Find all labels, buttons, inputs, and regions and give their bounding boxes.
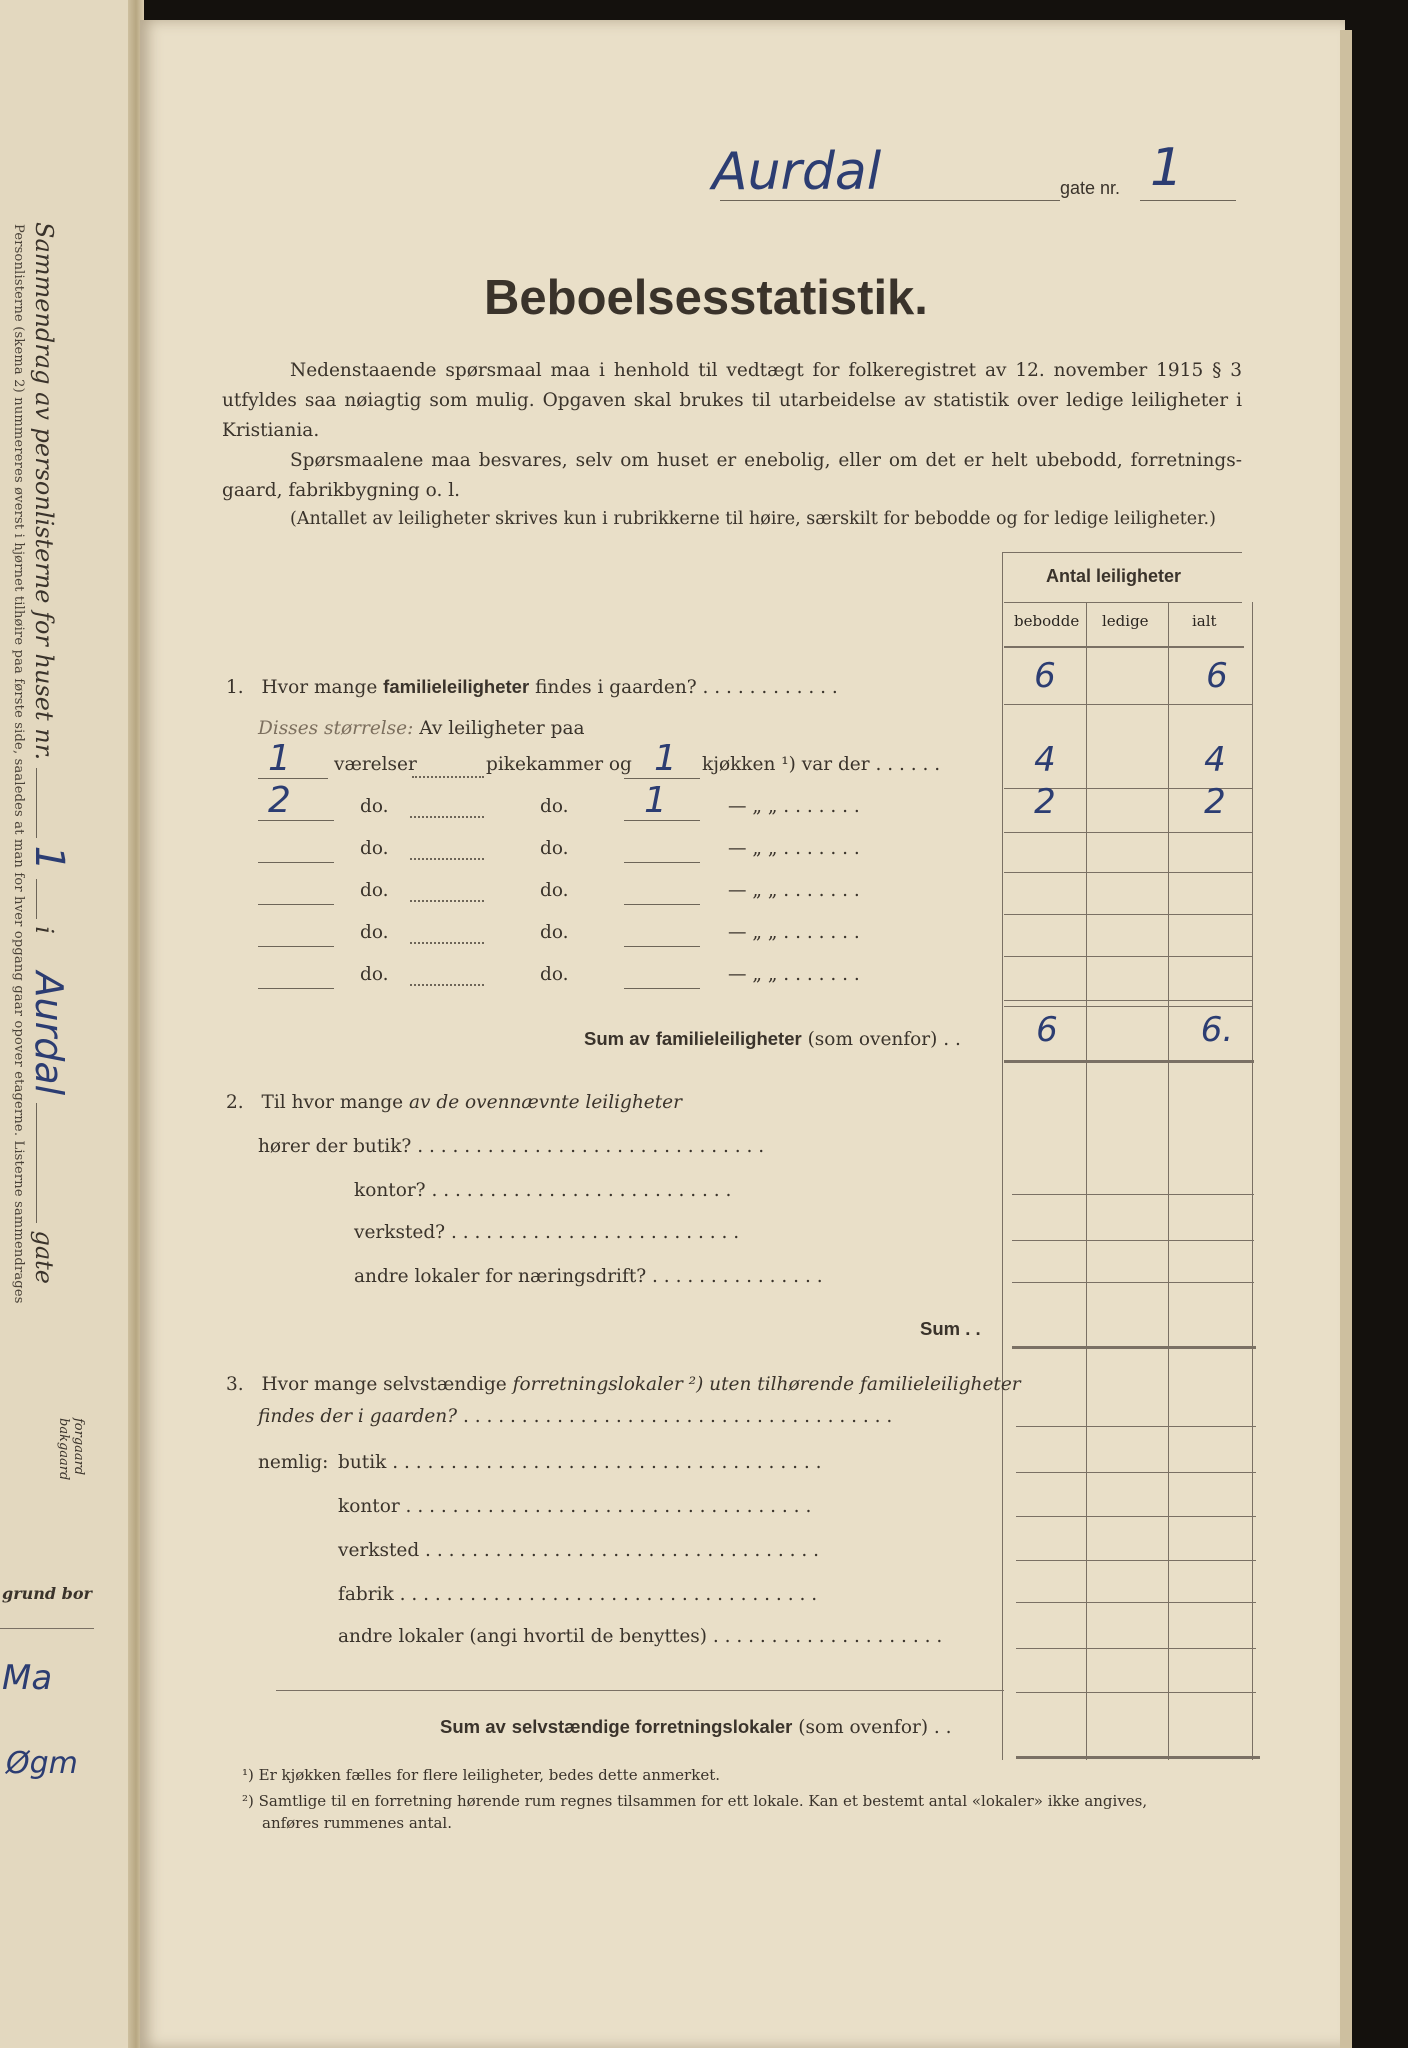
- q1-ialt: 6: [1206, 656, 1228, 696]
- q2-text-italic: av de ovennævnte leiligheter: [409, 1092, 682, 1113]
- size-row-rooms-line: [258, 946, 334, 947]
- gate-label: gate nr.: [1060, 178, 1121, 198]
- sidebar-gate-options: [56, 1418, 86, 1480]
- size-row-bebodde: 4: [1034, 740, 1056, 780]
- size-row-dots-1: [410, 900, 484, 902]
- footnote-3: anføres rummenes antal.: [262, 1814, 452, 1832]
- q3-line-1: [1016, 1426, 1256, 1427]
- q3-line1-italic: forretningslokaler ²) uten tilhørende familieleiligheter: [512, 1374, 1021, 1395]
- sidebar-gate: gate: [30, 1230, 58, 1284]
- q3-line-7: [1016, 1692, 1256, 1693]
- intro-paragraph-1: [222, 356, 1242, 446]
- q3-nemlig: nemlig:: [258, 1452, 329, 1473]
- table-top-line: [1002, 552, 1242, 553]
- size-row-rooms: 2: [268, 780, 291, 821]
- q3-line-1-text: [226, 1374, 1021, 1395]
- size-row-c3: — „ „ . . . . . . .: [728, 838, 860, 859]
- q1-num: 1.: [226, 677, 244, 698]
- q3-sum-line-text: [440, 1716, 952, 1738]
- sidebar-summary-label: [26, 222, 72, 1284]
- row-line-r6: [1004, 1000, 1252, 1001]
- page-title: Beboelsesstatistik.: [484, 271, 928, 325]
- size-row-bebodde: 2: [1034, 782, 1056, 822]
- sidebar-signature-1: Ma: [2, 1658, 53, 1698]
- size-row-c2: do.: [540, 838, 569, 859]
- intro-paragraph-2: [222, 446, 1242, 506]
- row-line-r5: [1004, 956, 1252, 957]
- q3-sum-line: [1016, 1756, 1260, 1759]
- sidebar-grund-line: [0, 1628, 94, 1629]
- q1-line: [226, 676, 838, 698]
- size-row-kitchen: 1: [654, 738, 677, 779]
- sum1-pre: Sum av: [584, 1028, 650, 1049]
- sidebar-instruction-text: Personlisterne (skema 2) nummereres øverst i hjørnet tilhøire paa første side, saaledes at man for hver opgang gaar opover etagerne. Listerne sammendrages: [11, 224, 26, 1304]
- intro-paragraph-3: [290, 504, 1216, 534]
- q3-sum-post: (som ovenfor) . .: [798, 1717, 952, 1738]
- size-row-rooms-line: [258, 862, 334, 863]
- size-row-c3: kjøkken ¹) var der . . . . . .: [702, 754, 941, 775]
- table-vline-4: [1252, 602, 1253, 1760]
- sum1-bottom-line: [1004, 1060, 1254, 1063]
- size-row-c1: do.: [360, 880, 389, 901]
- size-row-rooms: 1: [268, 738, 291, 779]
- q3-item-verksted: verksted . . . . . . . . . . . . . . . . . . . . . . . . . . . . . . . . . .: [338, 1540, 820, 1561]
- size-row-c2: do.: [540, 796, 569, 817]
- size-row-c1: do.: [360, 922, 389, 943]
- sum1-top-line: [1004, 1006, 1252, 1007]
- size-row-c3: — „ „ . . . . . . .: [728, 964, 860, 985]
- q3-item-fabrik: fabrik . . . . . . . . . . . . . . . . . . . . . . . . . . . . . . . . . . . .: [338, 1584, 818, 1605]
- size-row-ialt: 2: [1204, 782, 1226, 822]
- intro-text-2: Spørsmaalene maa besvares, selv om huset er enebolig, eller om det er helt ubebodd, forretnings-gaard, fabrikbygning o. l.: [222, 450, 1242, 501]
- sidebar-street: Aurdal: [27, 971, 71, 1096]
- size-row-kitchen: 1: [644, 780, 667, 821]
- size-row-dots-1: [410, 984, 484, 986]
- q3-sum-pre: Sum av: [440, 1716, 506, 1737]
- table-group-header: Antal leiligheter: [1046, 566, 1182, 586]
- size-row-rooms-line: [258, 988, 334, 989]
- sidebar-number-line: [36, 768, 37, 838]
- q2-item-verksted: verksted? . . . . . . . . . . . . . . . . . . . . . . . . .: [354, 1222, 740, 1243]
- sidebar-bakgaard: bakgaard: [56, 1418, 71, 1481]
- gate-number: 1: [1150, 138, 1184, 198]
- size-row-c1: værelser: [334, 754, 417, 775]
- sidebar-signature-2: Øgm: [6, 1746, 78, 1781]
- q2-sum-line: [1012, 1346, 1256, 1349]
- sum1-line: [584, 1028, 961, 1050]
- size-row-kitchen-line: [624, 946, 700, 947]
- street-name: Aurdal: [712, 142, 882, 202]
- footnote-1: ¹) Er kjøkken fælles for flere leiligheter, bedes dette anmerket.: [242, 1766, 720, 1784]
- row-line-r3: [1004, 872, 1252, 873]
- q3-sum-bold: selvstændige forretningslokaler: [511, 1716, 793, 1737]
- q3-line2-italic: findes der i gaarden?: [258, 1406, 458, 1427]
- q2-item-kontor: kontor? . . . . . . . . . . . . . . . . . . . . . . . . . .: [354, 1180, 732, 1201]
- size-row-c3: — „ „ . . . . . . .: [728, 880, 860, 901]
- row-line-q1: [1004, 704, 1252, 705]
- table-vline-3: [1168, 602, 1169, 1760]
- sidebar-summary-text: Sammendrag av personlisterne for huset nr.: [30, 222, 58, 761]
- sidebar-i: i: [30, 926, 58, 934]
- q3-line1-a: Hvor mange selvstændige: [261, 1374, 507, 1395]
- q2-num: 2.: [226, 1092, 244, 1113]
- q1-post: findes i gaarden? . . . . . . . . . . . .: [535, 677, 838, 698]
- size-row-c2: do.: [540, 922, 569, 943]
- size-row-c3: — „ „ . . . . . . .: [728, 922, 860, 943]
- size-row-ialt: 4: [1204, 740, 1226, 780]
- sidebar-line-2: [36, 879, 37, 919]
- q2-line-2: [1012, 1240, 1254, 1241]
- q2-line-1: [1012, 1194, 1254, 1195]
- q1-bebodde: 6: [1034, 656, 1056, 696]
- q3-item-andre: andre lokaler (angi hvortil de benyttes) . . . . . . . . . . . . . . . . . . . .: [338, 1626, 943, 1647]
- page-edge: [1340, 30, 1352, 2048]
- size-row-c2: do.: [540, 964, 569, 985]
- table-header-bottom: [1004, 646, 1244, 648]
- size-row-c2: do.: [540, 880, 569, 901]
- q3-separator: [276, 1690, 1004, 1691]
- size-row-kitchen-line: [624, 904, 700, 905]
- sidebar-grund-bor: grund bor: [2, 1584, 92, 1603]
- row-line-r4: [1004, 914, 1252, 915]
- size-row-dots-1: [410, 816, 484, 818]
- sidebar-line-3: [36, 1103, 37, 1223]
- q3-item-butik: butik . . . . . . . . . . . . . . . . . . . . . . . . . . . . . . . . . . . . .: [338, 1452, 822, 1473]
- size-row-kitchen-line: [624, 988, 700, 989]
- sidebar-instructions: [11, 224, 26, 1304]
- q3-line-2: [1016, 1472, 1256, 1473]
- size-row-dots-1: [410, 942, 484, 944]
- q2-item-butik: hører der butik? . . . . . . . . . . . . . . . . . . . . . . . . . . . . . .: [258, 1136, 765, 1157]
- size-row-c1: do.: [360, 838, 389, 859]
- q3-line-3: [1016, 1516, 1256, 1517]
- q3-line-4: [1016, 1560, 1256, 1561]
- col-header-bebodde: bebodde: [1014, 612, 1080, 630]
- q1-bold: familieleiligheter: [383, 676, 530, 697]
- intro-text-1: Nedenstaaende spørsmaal maa i henhold til vedtægt for folkeregistret av 12. november 1915 § 3 utfyldes saa nøiagtig som mulig. Opgaven skal brukes til utarbeidelse av statistik over ledige leiligheter i Kristiania.: [222, 360, 1242, 441]
- size-row-kitchen-line: [624, 862, 700, 863]
- q2-sum: Sum . .: [920, 1318, 981, 1339]
- q2-item-andre: andre lokaler for næringsdrift? . . . . . . . . . . . . . . .: [354, 1266, 823, 1287]
- q3-line-5: [1016, 1602, 1256, 1603]
- size-row-c1: do.: [360, 796, 389, 817]
- size-label-text: Av leiligheter paa: [419, 718, 585, 739]
- q2-line: [226, 1092, 682, 1113]
- street-line: [720, 200, 1060, 201]
- size-row-dots-1: [410, 858, 484, 860]
- col-header-ledige: ledige: [1102, 612, 1149, 630]
- row-line-r2: [1004, 832, 1252, 833]
- footnote-2: ²) Samtlige til en forretning hørende rum regnes tilsammen for ett lokale. Kan et bestemt antal «lokaler» ikke angives,: [242, 1792, 1148, 1810]
- q3-item-kontor: kontor . . . . . . . . . . . . . . . . . . . . . . . . . . . . . . . . . . .: [338, 1496, 812, 1517]
- size-label-italic: Disses størrelse:: [258, 718, 414, 739]
- size-row-c2: pikekammer og: [486, 754, 632, 775]
- table-vline-2: [1086, 602, 1087, 1760]
- sum1-ialt: 6.: [1200, 1010, 1234, 1050]
- size-row-c1: do.: [360, 964, 389, 985]
- sidebar-forgaard: forgaard: [71, 1418, 86, 1476]
- sum1-post: (som ovenfor) . .: [807, 1029, 961, 1050]
- q2-text: Til hvor mange: [261, 1092, 404, 1113]
- sum1-bold: familieleiligheter: [655, 1028, 802, 1049]
- sidebar-number: 1: [26, 845, 72, 871]
- table-subheader-line: [1004, 602, 1242, 603]
- size-row-rooms-line: [258, 904, 334, 905]
- col-header-ialt: ialt: [1192, 612, 1217, 630]
- gate-number-line: [1140, 200, 1236, 201]
- size-label: [258, 718, 585, 739]
- q3-num: 3.: [226, 1374, 244, 1395]
- size-row-dots-1: [412, 776, 484, 778]
- size-row-c3: — „ „ . . . . . . .: [728, 796, 860, 817]
- q2-line-3: [1012, 1282, 1254, 1283]
- sum1-bebodde: 6: [1036, 1010, 1058, 1050]
- q3-line-6: [1016, 1648, 1256, 1649]
- table-vline-1: [1002, 552, 1003, 1760]
- q3-line-2-text: [258, 1406, 892, 1427]
- q3-line2-dots: . . . . . . . . . . . . . . . . . . . . . . . . . . . . . . . . . . . . .: [463, 1406, 893, 1427]
- q1-pre: Hvor mange: [261, 677, 378, 698]
- intro-text-3: (Antallet av leiligheter skrives kun i rubrikkerne til høire, særskilt for bebodde og for ledige leiligheter.): [290, 509, 1216, 529]
